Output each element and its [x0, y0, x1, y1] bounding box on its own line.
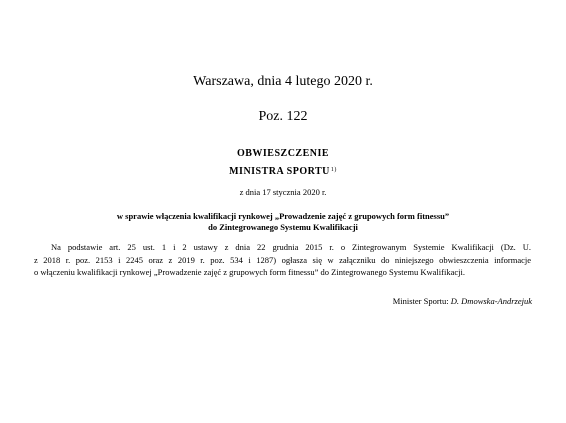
issuer-heading: [0, 165, 566, 178]
document-date: z dnia 17 stycznia 2020 r.: [239, 187, 327, 197]
signature-name: D. Dmowska-Andrzejuk: [450, 296, 532, 306]
body-paragraph: [34, 241, 531, 279]
body-line-1: Na podstawie art. 25 ust. 1 i 2 ustawy z dnia 22 grudnia 2015 r. o Zintegrowanym Systemie Kwalifikacji (Dz. U.: [51, 242, 531, 252]
subject-line-2: do Zintegrowanego Systemu Kwalifikacji: [208, 222, 358, 232]
position-number: Poz. 122: [258, 109, 308, 124]
publication-date: Warszawa, dnia 4 lutego 2020 r.: [193, 74, 373, 89]
body-line-3: o włączeniu kwalifikacji rynkowej „Prowadzenie zajęć z grupowych form fitnessu” do Zintegrowanego Systemu Kwalifikacji.: [34, 267, 465, 277]
body-line-2: z 2018 r. poz. 2153 i 2245 oraz z 2019 r. poz. 534 i 1287) ogłasza się w załączniku do niniejszego obwieszczenia informacje: [34, 254, 531, 265]
document-type-heading: OBWIESZCZENIE: [236, 148, 330, 159]
subject-line-1: w sprawie włączenia kwalifikacji rynkowej „Prowadzenie zajęć z grupowych form fitnessu”: [116, 211, 450, 221]
footnote-marker: 1): [330, 167, 337, 173]
signature-role: Minister Sportu:: [392, 296, 449, 306]
issuer-name: MINISTRA SPORTU: [229, 166, 330, 177]
signature-block: [393, 296, 532, 307]
